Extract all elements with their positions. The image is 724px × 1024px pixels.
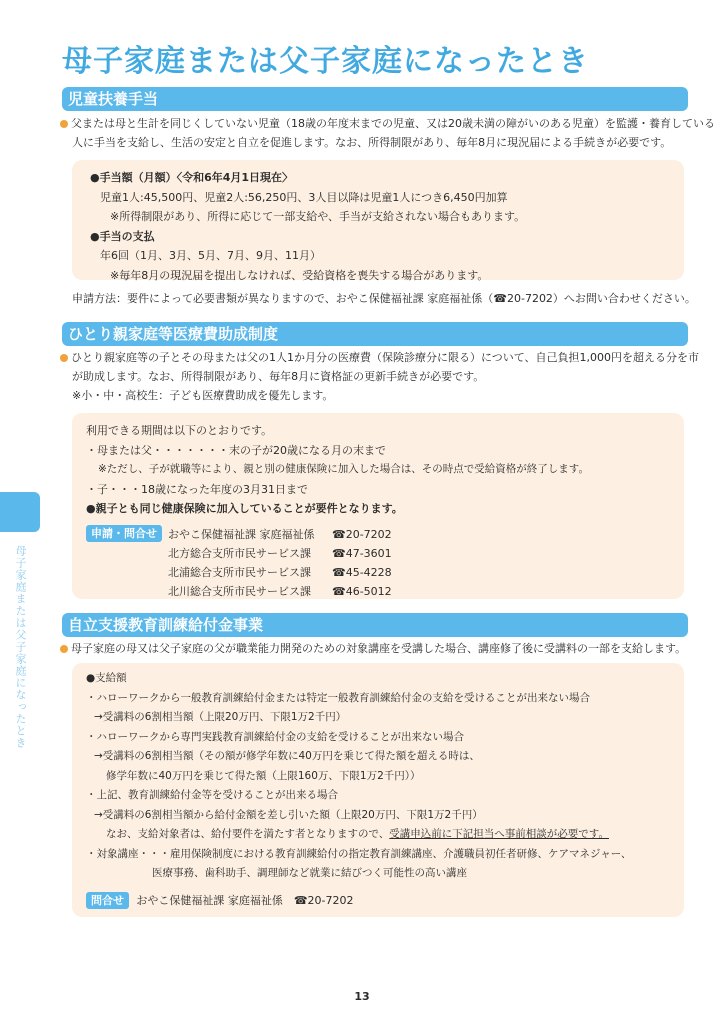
section3-contact-block: 問合せ おやこ保健福祉課 家庭福祉係 ☎20-7202 <box>86 892 684 909</box>
section1-intro: 父または母と生計を同じくしていない児童（18歳の年度末までの児童、又は20歳未満の障がいのある児童）を監護・養育している 人に手当を支給し、生活の安定と自立を促進します。なお、所得制限があり、毎年8月に現況届による手続きが必要です。 <box>60 114 696 152</box>
side-tab <box>0 492 40 532</box>
contact-row: 北川総合支所市民サービス課 ☎46-5012 <box>168 584 392 598</box>
bullet-dot-icon <box>60 645 68 653</box>
side-tab-text: 母子家庭または父子家庭になったとき <box>14 545 27 749</box>
section2-intro: ひとり親家庭等の子とその母または父の1人1か月分の医療費（保険診療分に限る）について、自己負担1,000円を超える分を市 が助成します。なお、所得制限があり、毎年8月に資格証の更新手続きが必要です。 ※小・中・高校生：子ども医療費助成を優先します。 <box>60 348 696 405</box>
section2-contact-block <box>86 525 684 601</box>
contact-row: 北浦総合支所市民サービス課 ☎45-4228 <box>168 565 392 579</box>
section3-intro: 母子家庭の母又は父子家庭の父が職業能力開発のための対象講座を受講した場合、講座修了後に受講料の一部を支給します。 <box>60 639 696 658</box>
page-number: 13 <box>354 990 370 1003</box>
section-title-training-benefit: 自立支援教育訓練給付金事業 <box>62 613 688 637</box>
section1-apply-method: 申請方法：要件によって必要書類が異なりますので、おやこ保健福祉課 家庭福祉係（☎20-7202）へお問い合わせください。 <box>72 292 696 305</box>
section-title-child-rearing-allowance: 児童扶養手当 <box>62 87 688 111</box>
section-title-medical-subsidy: ひとり親家庭等医療費助成制度 <box>62 322 688 346</box>
contact-row: おやこ保健福祉課 家庭福祉係 ☎20-7202 <box>168 527 392 541</box>
section3-info-box: ●支給額 ・ハローワークから一般教育訓練給付金または特定一般教育訓練給付金の支給を受けることが出来ない場合 →受講料の6割相当額（上限20万円、下限1万2千円） ・ハローワークから専門実践教育訓練給付金の支給を受けることが出来ない場合 →受講料の6割相当額（その額が修学年数に40万円を乗じて得た額を超える時は、 修学年数に40万円を乗じて得た額（上限160万、下限1万2千円）） ・上記、教育訓練給付金等を受けることが出来る場合 →受講料の6割相当額から給付金額を差し引いた額（上限20万円、下限1万2千円） なお、支給対象者は、給付要件を満たす者となりますので、受講申込前に下記担当へ事前相談が必要です。 ・対象講座・・・雇用保険制度における教育訓練給付の指定教育訓練講座、介護職員初任者研修、ケアマネジャー、 医療事務、歯科助手、調理師など就業に結びつく可能性の高い講座 問合せ おやこ保健福祉課 家庭福祉係 ☎20-7202 <box>72 663 684 917</box>
bullet-dot-icon <box>60 354 68 362</box>
contact-row: 北方総合支所市民サービス課 ☎47-3601 <box>168 546 392 560</box>
page-title: 母子家庭または父子家庭になったとき <box>62 44 589 79</box>
bullet-dot-icon <box>60 120 68 128</box>
apply-contact-tag: 申請・問合せ <box>86 525 162 542</box>
section2-info-box: 利用できる期間は以下のとおりです。 ・母または父・・・・・・・末の子が20歳になる月の末まで ※ただし、子が就職等により、親と別の健康保険に加入した場合は、その時点で受給資格が終了します。 ・子・・・18歳になった年度の3月31日まで ●親子とも同じ健康保険に加入していることが要件となります。 申請・問合せ おやこ保健福祉課 家庭福祉係 ☎20-7202 北方総合支所市民サービス課 ☎47-3601 北浦総合支所市民サービス課 ☎45-4228 北川総合支所市民サービス課 ☎46-5012 <box>72 413 684 599</box>
section1-info-box: ●手当額（月額）〈令和6年4月1日現在〉 児童1人:45,500円、児童2人:56,250円、3人目以降は児童1人につき6,450円加算 ※所得制限があり、所得に応じて一部支給や、手当が支給されない場合もあります。 ●手当の支払 年6回（1月、3月、5月、7月、9月、11月） ※毎年8月の現況届を提出しなければ、受給資格を喪失する場合があります。 <box>72 160 684 280</box>
contact-tag: 問合せ <box>86 892 129 909</box>
